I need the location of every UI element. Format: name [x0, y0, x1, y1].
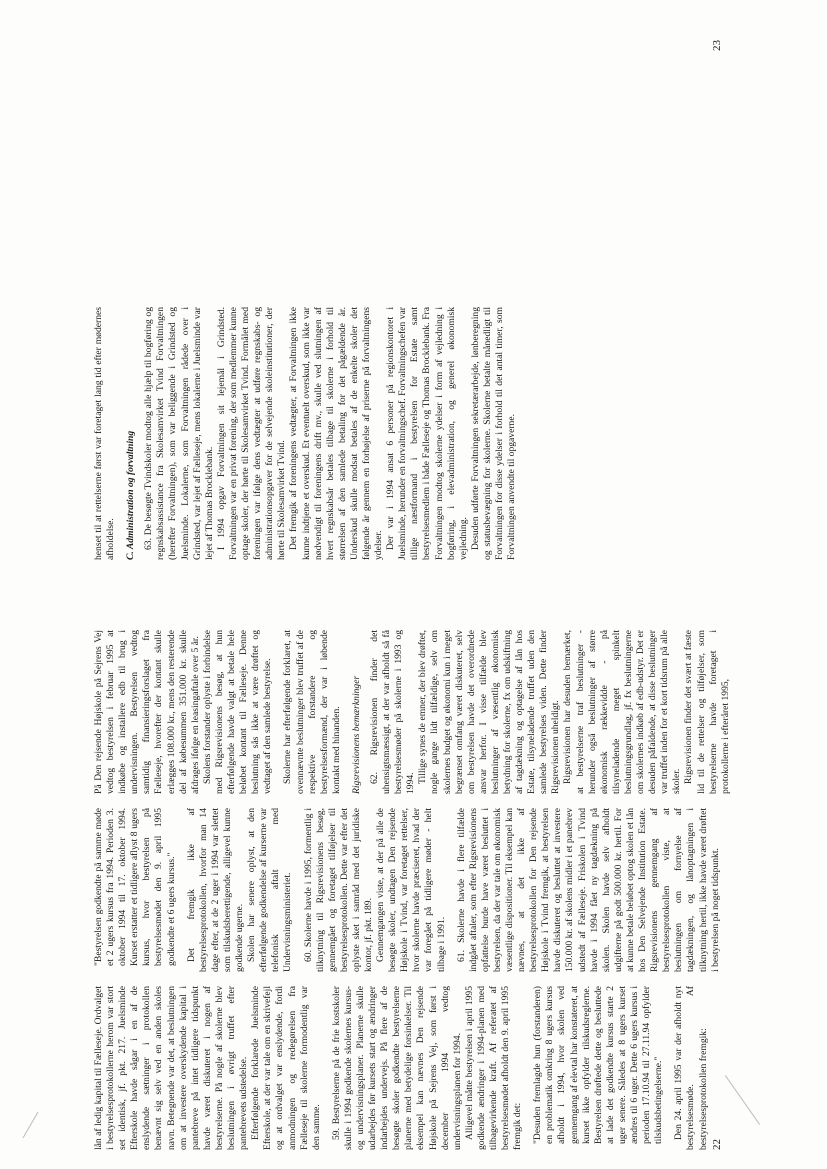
page-number-left: 22 — [711, 1139, 723, 1150]
paragraph: 61. Skolerne havde i flere tilfælde indgået aftaler, som efter Rigsrevisionens opfattelse burde have været besluttet i bestyrelsen, da der var tale om økonomisk væsentlige dispositioner. Til eksempel kan nævnes, at det ikke af bestyrelsesprotokollen for Den rejsende Højskole i Tvind fremgik, at bestyrelsen havde diskuteret og besluttet at investere 150.000 kr. af skolens midler i et panebrev udstedt af Fælleseje. Friskolen i Tvind havde i 1994 fået ny tagdækning på skolen. Skolen havde selv afholdt udgifterne på godt 500.000 kr. hertil. For at kunne betale beløbet optog skolen et lån hos Den Selvejende Institution Estate. Rigsrevisionens gennemgang af bestyrelsesprotokollen viste, at beslutningen om fornyelse af tagdækningen, og lånoptagningen i tilknytning hertil, ikke havde været drøftet i bestyrelsen på noget tidspunkt. — [455, 808, 721, 972]
scan-edge-mark — [23, 1112, 39, 1138]
paragraph: Rigsrevisionen finder det svært at fæste lid til de rettelser og tilføjelser, som bestyrelserne havde foretaget i protokollerne i efteråret 1995, — [683, 630, 731, 794]
right-page — [93, 40, 733, 560]
paragraph: lån af ledig kapital til Fælleseje. Ordvalget i bestyrelsesprotokollerne herom var stort set identisk, jf. pkt. 217. Juelsminde Efterskole havde sågar i en af de enslydende sætninger i protokollen benævnt sig selv ved en anden skoles navn. Betegnende var det, at beslutningen om at investere overskydende kapital i pantebreve på intet tidligere tidspunkt havde været diskuteret i nogen af bestyrelserne. På nogle af skolerne blev beslutningen i øvrigt truffet efter pantebrevets udstedelse. — [93, 986, 250, 1150]
section-heading: Rigsrevisionens bemærkninger — [350, 675, 362, 794]
paragraph: "Bestyrelsen godkendte på samme møde et 2 ugers kursus fra 1994. Perioden 3. oktober 1994 til 17. oktober 1994. Kurset erstatter et tidligere aflyst 8 ugers kursus, hvor bestyrelsen på bestyrelsesmødet den 9. april 1995 godkendte et 6 ugers kursus." — [93, 808, 177, 966]
paragraph: Den 24. april 1995 var der afholdt nyt bestyrelsesmøde. Af bestyrelsesprotokollen fremgik: — [673, 986, 709, 1150]
paragraph: Gennemgangen viste, at der på alle de besøgte skoler, undtagen Den rejsende Højskole i Tvind, var foretaget rettelser, hvor skolerne havde præciseret, hvad der var foregået på tidligere møder - helt tilbage i 1991. — [375, 808, 447, 972]
left-page-column-3 — [93, 630, 731, 794]
left-page-column-1 — [93, 986, 709, 1150]
paragraph: Desuden udførte Forvaltningen sekretærarbejde, lønberegning og statusbevægning for skolerne. Skolerne betalte månedligt til Forvaltningen for disse ydelser i forhold til det antal timer, som Forvaltningen anvendte til opgaverne. — [469, 307, 518, 560]
right-page-column-1 — [93, 307, 693, 560]
paragraph: "Desuden fremlagde hun (forstanderen) en problematik omkring 8 ugers kursus afholdt i 1994, hvor skolen ved gennemgang af elevtal har konstateret, at kurset ikke opfylder tilskudsreglerne. Bestyrelsen drøftede dette og besluttede at lade det godkendte kursus starte 2 uger senere. Således at 8 ugers kurset ændres til 6 uger. Dette 6 ugers kursus i perioden 17.10.94 til 27.11.94 opfylder tilskudsbetingelserne." — [532, 986, 665, 1144]
paragraph: I 1994 opgav Forvaltningen sit lejemål i Grindsted. Forvaltningen var en privat forening, der som medlemmer kunne optage skoler, der hørte til Skolesamvirket Tvind. Formålet med foreningen var ifølge dens vedtægter at udføre regnskabs- og administrationsopgaver for de selvejende skoleinstitutioner, der hørte til Skolesamvirket Tvind. — [215, 307, 288, 560]
page-number-right: 23 — [711, 40, 723, 51]
paragraph: På Den rejsende Højskole på Sejrens Vej vedtog bestyrelsen i februar 1995 at indkøbe og installere edb til brug i undervisningen. Bestyrelsen vedtog samtidig finansieringsforslaget fra Fælleseje, hvorefter der kontant skulle erlægges 108.000 kr., mens den resterende del af købesummen 351.000 kr. skulle afdrages ifølge en leasingaftale over 5 år. — [93, 630, 201, 794]
paragraph: Tillige synes de emner, der blev drøftet, nogle gange lidt tilfældige, selv om skolernes budget og økonomi kun i meget begrænset omfang været diskuteret, selv om bestyrelsen havde det overordnede ansvar herfor. I visse tilfælde blev beslutninger af væsentlig økonomisk betydning for skolerne, fx om udskiftning af tagdækning og optagelse af lån hos Estate, tilsyneladende truffet uden den samlede bestyrelses viden. Dette finder Rigsrevisionen uheldigt. — [417, 630, 562, 794]
paragraph: Skolen har senere oplyst, at den efterfølgende godkendelse af kurserne var telefonisk aftalt med Undervisningsministeriet. — [246, 808, 294, 972]
paragraph: 60. Skolerne havde i 1995, formentlig i tilknytning til Rigsrevisionens besøg, gennemgået og foretaget tilføjelser til bestyrelsesprotokollen. Dette var efter det oplyste sket i samråd med det juridiske kontor, jf. pkt. 189. — [302, 808, 374, 972]
paragraph: Efterfølgende forklarede Juelsminde Efterskole, at der var tale om en skrivefejl og at ordvalget var enslydende, fordi anmodningen og redegørelsen fra Fælleseje til skolerne formodentlig var den samme. — [250, 986, 322, 1150]
rotated-two-page-spread — [93, 20, 733, 1150]
paragraph: Der var i 1994 ansat 6 personer på regionskontoret i Juelsminde, herunder en forvaltningschef. Forvaltningschefen var tillige næstformand i bestyrelsen for Estate samt bestyrelsesmedlem i både Fælleseje og Thomas Brocklebank. Fra Forvaltningen modtog skolerne ydelser i form af vejledning i bogføring, i elevadministration, og generel økonomisk vejledning. — [385, 307, 469, 560]
paragraph: Skolens forstander oplyste i forbindelse med Rigsrevisionens besøg, at hun efterfølgende havde valgt at betale hele beløbet kontant til Fælleseje. Denne beslutning sås ikke at være drøftet og vedtaget af den samlede bestyrelse. — [201, 630, 274, 794]
paragraph: Rigsrevisionen har desuden bemærket, at bestyrelserne traf beslutninger - herunder også beslutninger af større økonomisk rækkevidde - på tilsyneladende meget spinkelt beslutningsgrundlag, jf. fx beslutningerne om skolernes indkøb af edb-udstyr. Det er desuden påfaldende, at disse beslutninger var truffet inden for et kort tidsrum på alle skoler. — [562, 630, 683, 794]
left-page — [93, 630, 733, 1150]
paragraph: Skolerne har efterfølgende forklaret, at ovennævnte beslutninger blev truffet af de respektive forstandere og bestyrelsesformænd, der var i løbende kontakt med hinanden. — [282, 630, 342, 794]
paragraph: 59. Bestyrelserne på de frie kostskoler skulle i 1994 godkende skolernes kursus- og undervisningsplaner. Planerne skulle udarbejdes før kursets start og ændringer indarbejdes undervejs. På flere af de besøgte skoler godkendte bestyrelserne planerne med betydelige forsinkelser. Til eksempel kan nævnes Den rejsende Højskole på Sejrens Vej, som først i december 1994 vedtog undervisningsplanen for 1994. — [330, 986, 463, 1150]
paragraph: 63. De besøgte Tvindskoler modtog alle hjælp til bogføring og regnskabsassistance fra Skolesamvirket Tvind Forvaltningen (herefter Forvaltningen), som var beliggende i Grindsted og Juelsminde. Lokalerne, som Forvaltningen rådede over i Grindsted, var lejet af Fælleseje, mens lokalerne i Juelsminde var lejet af Thomas Brocklebank. — [143, 307, 215, 560]
section-heading: C. Administration og forvaltning — [125, 430, 137, 560]
paragraph: 62. Rigsrevisionen finder det uhensigtsmæssigt, at der var afholdt så få bestyrelsesmøder på skolerne i 1993 og 1994. — [368, 630, 417, 794]
paragraph: Det fremgik ikke af bestyrelsesprotokollen, hvorfor man 14 dage efter, at de 2 uger i 1994 var slettet som tilskudsberettigende, alligevel kunne godkende ugerne. — [185, 808, 246, 972]
paragraph: Det fremgik af foreningens vedtægter, at Forvaltningen ikke kunne indtjene et overskud. Et eventuelt overskud, som ikke var nødvendigt til foreningens drift mv., skulle ved slutningen af hvert regnskabsår betales tilbage til skolerne i forhold til størrelsen af den samlede betaling for det pågældende år. Underskud skulle modsat betales af de enkelte skoler det følgende år gennem en forhøjelse af priserne på forvaltningens ydelser. — [288, 307, 385, 560]
left-page-column-2 — [93, 808, 721, 972]
paragraph: Alligevel måtte bestyrelsen i april 1995 godkende ændringer i 1994-planen med tilbagevirkende kraft. Af referatet af bestyrelsesmødet afholdt den 9. april 1995 fremgik det: — [463, 986, 524, 1150]
paragraph: henset til at rettelserne først var foretaget lang tid efter mødernes afholdelse. — [93, 307, 117, 560]
